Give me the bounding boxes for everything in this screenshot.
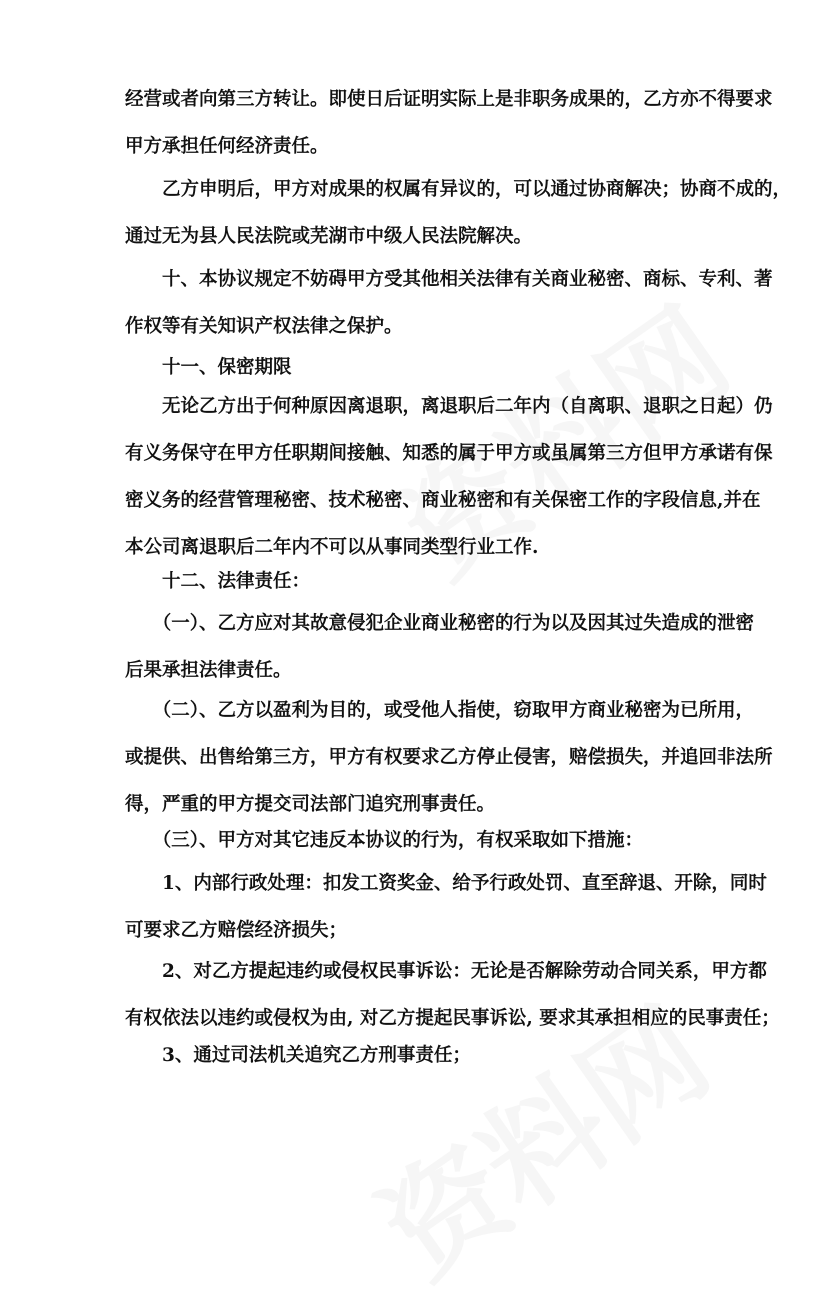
paragraph <box>125 1032 705 1079</box>
text-line: 2、对乙方提起违约或侵权民事诉讼：无论是否解除劳动合同关系，甲方都 <box>125 961 767 982</box>
paragraph <box>125 256 773 350</box>
paragraph <box>125 166 792 260</box>
text-line: 作权等有关知识产权法律之保护。 <box>125 316 403 337</box>
text-line: 十一、保密期限 <box>125 357 292 378</box>
text-line: 后果承担法律责任。 <box>125 660 292 681</box>
text-line: 通过无为县人民法院或芜湖市中级人民法院解决。 <box>125 226 533 247</box>
paragraph <box>125 76 773 170</box>
text-line: 十、本协议规定不妨碍甲方受其他相关法律有关商业秘密、商标、专利、著 <box>125 269 773 290</box>
paragraph <box>125 817 705 864</box>
text-line: 甲方承担任何经济责任。 <box>125 136 329 157</box>
text-line: （三）、甲方对其它违反本协议的行为，有权采取如下措施： <box>125 830 644 851</box>
text-line: （一）、乙方应对其故意侵犯企业商业秘密的行为以及因其过失造成的泄密 <box>125 613 755 634</box>
text-line: 得，严重的甲方提交司法部门追究刑事责任。 <box>125 794 496 815</box>
text-line: 或提供、出售给第三方，甲方有权要求乙方停止侵害，赔偿损失，并追回非法所 <box>125 747 773 768</box>
text-line: 十二、法律责任： <box>125 571 311 592</box>
text-line: 有义务保守在甲方任职期间接触、知悉的属于甲方或虽属第三方但甲方承诺有保 <box>125 443 773 464</box>
text-line: （二）、乙方以盈利为目的，或受他人指使，窃取甲方商业秘密为已所用， <box>125 700 755 721</box>
paragraph <box>125 600 755 694</box>
text-line: 有权依法以违约或侵权为由, 对乙方提起民事诉讼, 要求其承担相应的民事责任； <box>125 1008 780 1029</box>
text-line: 密义务的经营管理秘密、技术秘密、商业秘密和有关保密工作的字段信息,并在 <box>125 490 761 511</box>
text-line: 可要求乙方赔偿经济损失； <box>125 920 348 941</box>
paragraph <box>125 383 773 571</box>
text-line: 经营或者向第三方转让。即使日后证明实际上是非职务成果的，乙方亦不得要求 <box>125 89 773 110</box>
text-line: 无论乙方出于何种原因离退职，离退职后二年内（自离职、退职之日起）仍 <box>125 396 773 417</box>
paragraph <box>125 687 773 828</box>
text-line: 3、通过司法机关追究乙方刑事责任； <box>125 1045 471 1066</box>
text-line: 1、内部行政处理：扣发工资奖金、给予行政处罚、直至辞退、开除，同时 <box>125 873 767 894</box>
text-line: 乙方申明后，甲方对成果的权属有异议的，可以通过协商解决；协商不成的， <box>125 179 792 200</box>
paragraph <box>125 860 767 954</box>
paragraph <box>125 948 780 1042</box>
section-heading <box>125 558 705 605</box>
text-line: 本公司离退职后二年内不可以从事同类型行业工作. <box>125 537 539 558</box>
